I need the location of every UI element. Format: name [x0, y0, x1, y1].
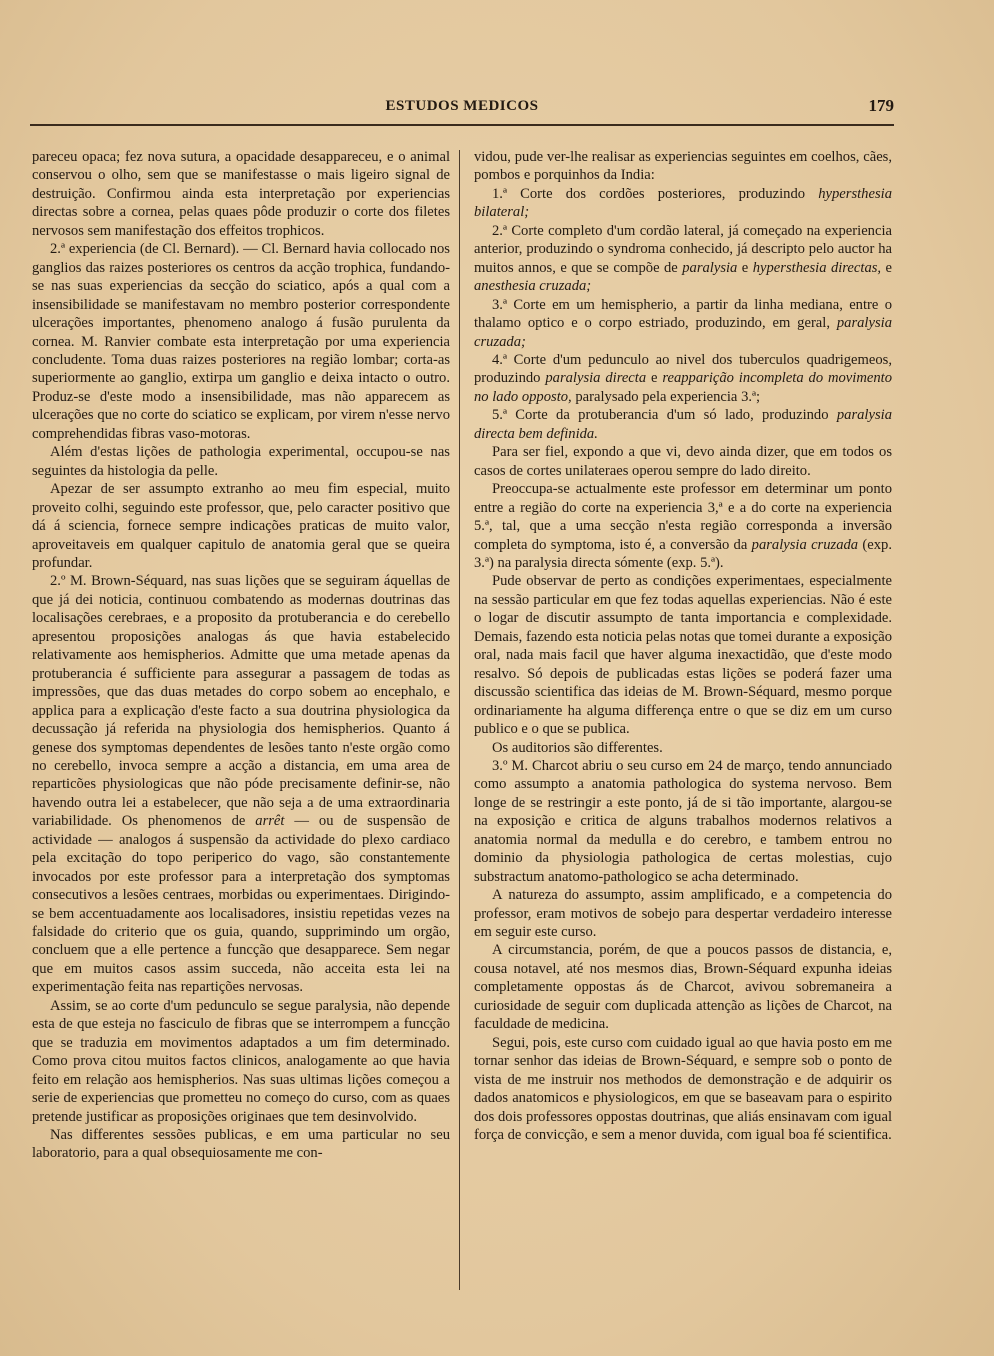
paragraph: [32, 443, 450, 480]
paragraph-text: 4.ª Corte d'um pedunculo ao nivel dos tuberculos quadrigemeos, produzindo: [474, 351, 892, 387]
paragraph-text: A natureza do assumpto, assim amplificado, e a competencia do professor, eram motivos de sobejo para despertar verdadeiro interesse em seguir este curso.: [474, 887, 892, 941]
paragraph-text: Preoccupa-se actualmente este professor em determinar um ponto entre a região do corte na experiencia 3,ª e a do corte na experiencia 5.ª, tal, que a uma secção n'esta região corresponda a inversão completa do symptoma, isto é, a conversão da: [474, 481, 892, 553]
paragraph: [32, 240, 450, 443]
italic-term: paralysia: [682, 259, 738, 276]
paragraph: [474, 148, 892, 185]
paragraph-text: e: [881, 259, 892, 276]
paragraph: [32, 148, 450, 240]
paragraph-text: Assim, se ao corte d'um pedunculo se segue paralysia, não depende esta de que esteja no fasciculo de fibras que se interrompem a funcção que se traduzia em movimentos adaptados a um fim determinado. Como prova citou muitos factos clinicos, analogamente ao que havia feito em relação aos hemispherios. Nas suas ultimas lições começou a serie de experiencias que prometteu no começo do curso, com as quaes pretende justificar as proposições originaes que tem desinvolvido.: [32, 997, 450, 1125]
paragraph-text: 2.º M. Brown-Séquard, nas suas lições que se seguiram áquellas de que já dei noticia, continuou combatendo as modernas doutrinas das localisações cerebraes, e a proposito da protuberancia e do cerebello apresentou proposições analogas ás que havia estabelecido relativamente aos hemispherios. Admitte que uma metade apenas da protuberancia é sufficiente para assegurar a passagem de todas as impressões, que das duas metades do corpo sobem ao encephalo, e applica para a explicação d'este facto a sua doutrina physiologica da decussação já referida na physiologia dos hemispherios. Quanto á genese dos symptomas dependentes de lesões tanto n'este orgão como no cerebello, invoca sempre a acção a distancia, em uma area de reparticões physiologicas que não póde precisamente definir-se, não havendo outra lei a estabelecer, que não seja a de uma extraordinaria variabilidade. Os phenomenos de: [32, 573, 450, 830]
paragraph: [474, 886, 892, 941]
paragraph-text: 1.ª Corte dos cordões posteriores, produzindo: [492, 185, 819, 202]
paragraph-text: 2.ª experiencia (de Cl. Bernard). — Cl. Bernard havia collocado nos ganglios das raizes posteriores os centros da acção trophica, fundando-se nas suas experiencias da secção do sciatico, após a qual com a insensibilidade se manifestavam no membro posterior correspondente ulcerações importantes, phenomeno analogo á fusão purulenta da cornea. M. Ranvier combate esta interpretação por uma experiencia concludente. Toma duas raizes posteriores na região lombar; corta-as superiormente ao ganglio, extirpa um ganglio e deixa intacto o outro. Produz-se d'este modo a insensibilidade, mas não apparecem as ulcerações que no corte do sciatico se explicam, por virem n'esse nervo comprehendidas fibras vaso-motoras.: [32, 241, 450, 442]
paragraph: [32, 572, 450, 996]
paragraph-text: Segui, pois, este curso com cuidado igual ao que havia posto em me tornar senhor das ideias de Brown-Séquard, e sempre sob o ponto de vista de me instruir nos methodos de demonstração e de adquirir os dados anatomicos e physiologicos, em que se baseavam para o espirito dos dois professores oppostas doutrinas, que aliás ensinavam com igual força de convicção, e sem a menor duvida, com igual boa fé scientifica.: [474, 1034, 892, 1144]
paragraph: [32, 1126, 450, 1163]
right-column: [474, 148, 892, 1144]
paragraph: [474, 185, 892, 222]
paragraph: [474, 443, 892, 480]
paragraph: [474, 757, 892, 886]
column-divider: [459, 150, 460, 1290]
paragraph: [474, 351, 892, 406]
page-header: [30, 96, 894, 124]
italic-term: hypersthesia bilateral;: [474, 185, 892, 221]
italic-term: arrêt: [255, 813, 285, 830]
paragraph-text: Apezar de ser assumpto extranho ao meu fim especial, muito proveito colhi, seguindo este professor, que, pelo caracter positivo que dá á sciencia, fornece sempre indicações praticas de muito valor, aproveitaveis em qualquer capitulo de anatomia geral que se queira profundar.: [32, 481, 450, 571]
italic-term: hypersthesia directas,: [752, 259, 882, 276]
paragraph-text: — ou de suspensão de actividade — analogos á suspensão da actividade do plexo cardiaco pela excitação do topo periperico do vago, são constantemente invocados por este professor para a interpretação dos symptomas consecutivos a lesões centraes, morbidas ou experimentaes. Dirigindo-se bem accentuadamente aos localisadores, insistiu repetidas vezes na falsidade do criterio que os guia, quando, supprimindo um orgão, concluem que a elle pertence a funcção que desapparece. Sem negar que em muitos casos assim succeda, não acceita esta lei na experimentação feita nas repartições nervosas.: [32, 813, 450, 996]
paragraph-text: A circumstancia, porém, de que a poucos passos de distancia, e, cousa notavel, até nos mesmos dias, Brown-Séquard expunha ideias completamente oppostas ás de Charcot, avivou sobremaneira a curiosidade de seguir com duplicada attenção as lições de Charcot, na faculdade de medicina.: [474, 942, 892, 1033]
left-column: [32, 148, 450, 1163]
paragraph-text: e: [646, 370, 663, 387]
paragraph: [474, 222, 892, 296]
paragraph-text: 3.ª Corte em um hemispherio, a partir da linha mediana, entre o thalamo optico e o corpo estriado, produzindo, em geral,: [474, 296, 892, 332]
paragraph-text: Além d'estas lições de pathologia experimental, occupou-se nas seguintes da histologia da pelle.: [32, 444, 450, 479]
paragraph: [474, 296, 892, 351]
italic-term: paralysia directa bem definida.: [474, 407, 892, 442]
paragraph: [474, 572, 892, 738]
paragraph-text: Pude observar de perto as condições experimentaes, especialmente na sessão particular em que fez todas aquellas experiencias. Não é este o logar de discutir assumpto de tanta importancia e complexidade. Demais, fazendo esta noticia pelas notas que tomei durante a exposição oral, nada mais facil que haver alguma inexactidão, que d'este modo resalvo. Só depois de publicadas estas lições se poderá fazer uma discussão scientifica das ideias de M. Brown-Séquard, mesmo porque ordinariamente ha alguma differença entre o que se diz em um curso publico e o que se publica.: [474, 573, 892, 738]
paragraph-text: vidou, pude ver-lhe realisar as experiencias seguintes em coelhos, cães, pombos e porquinhos da India:: [474, 149, 892, 184]
paragraph: [474, 1034, 892, 1145]
paragraph: [32, 997, 450, 1126]
paragraph-text: (exp. 3.ª) na paralysia directa sómente (exp. 5.ª).: [474, 536, 892, 571]
paragraph-text: e: [737, 259, 753, 276]
paragraph-text: pareceu opaca; fez nova sutura, a opacidade desappareceu, e o animal conservou o olho, sem que se manifestasse o mais ligeiro signal de destruição. Confirmou ainda esta interpretação por experiencias directas sobre a cornea, pelas quaes pôde produzir o corte dos filetes nervosos sem manifestação dos effeitos trophicos.: [32, 149, 450, 239]
paragraph: [474, 941, 892, 1033]
paragraph-text: 2.ª Corte completo d'um cordão lateral, já começado na experiencia anterior, produzindo o syndroma conhecido, já descripto pelo auctor ha muitos annos, e que se compõe de: [474, 222, 892, 276]
paragraph: [474, 406, 892, 443]
paragraph-text: 3.º M. Charcot abriu o seu curso em 24 de março, tendo annunciado como assumpto a anatomia pathologica do systema nervoso. Bem longe de se restringir a este ponto, já de si tão importante, alargou-se na exposição e critica de alguns trabalhos modernos relativos a anatomia normal da medulla e do cerebro, e tambem entrou no dominio da physiologia pathologica de certas molestias, cujo substractum anatomo-pathologico se acha determinado.: [474, 757, 892, 885]
running-title: ESTUDOS MEDICOS: [385, 98, 539, 114]
page-number: 179: [868, 96, 894, 115]
italic-term: paralysia cruzada;: [474, 315, 892, 350]
italic-term: paralysia cruzada: [751, 536, 859, 553]
paragraph: [474, 739, 892, 757]
paragraph-text: Os auditorios são differentes.: [492, 739, 663, 756]
paragraph-text: Para ser fiel, expondo a que vi, devo ainda dizer, que em todos os casos de cortes unilateraes operou sempre do lado direito.: [474, 444, 892, 479]
italic-term: paralysia directa: [545, 370, 647, 387]
paragraph-text: 5.ª Corte da protuberancia d'um só lado, produzindo: [492, 407, 837, 424]
paragraph-text: paralysado pela experiencia 3.ª;: [571, 388, 761, 405]
italic-term: reapparição incompleta do movimento no lado opposto,: [474, 370, 893, 405]
italic-term: anesthesia cruzada;: [474, 278, 592, 295]
header-rule: [30, 124, 894, 126]
paragraph-text: Nas differentes sessões publicas, e em uma particular no seu laboratorio, para a qual obsequiosamente me con-: [32, 1127, 450, 1162]
paragraph: [32, 480, 450, 572]
paragraph: [474, 480, 892, 572]
